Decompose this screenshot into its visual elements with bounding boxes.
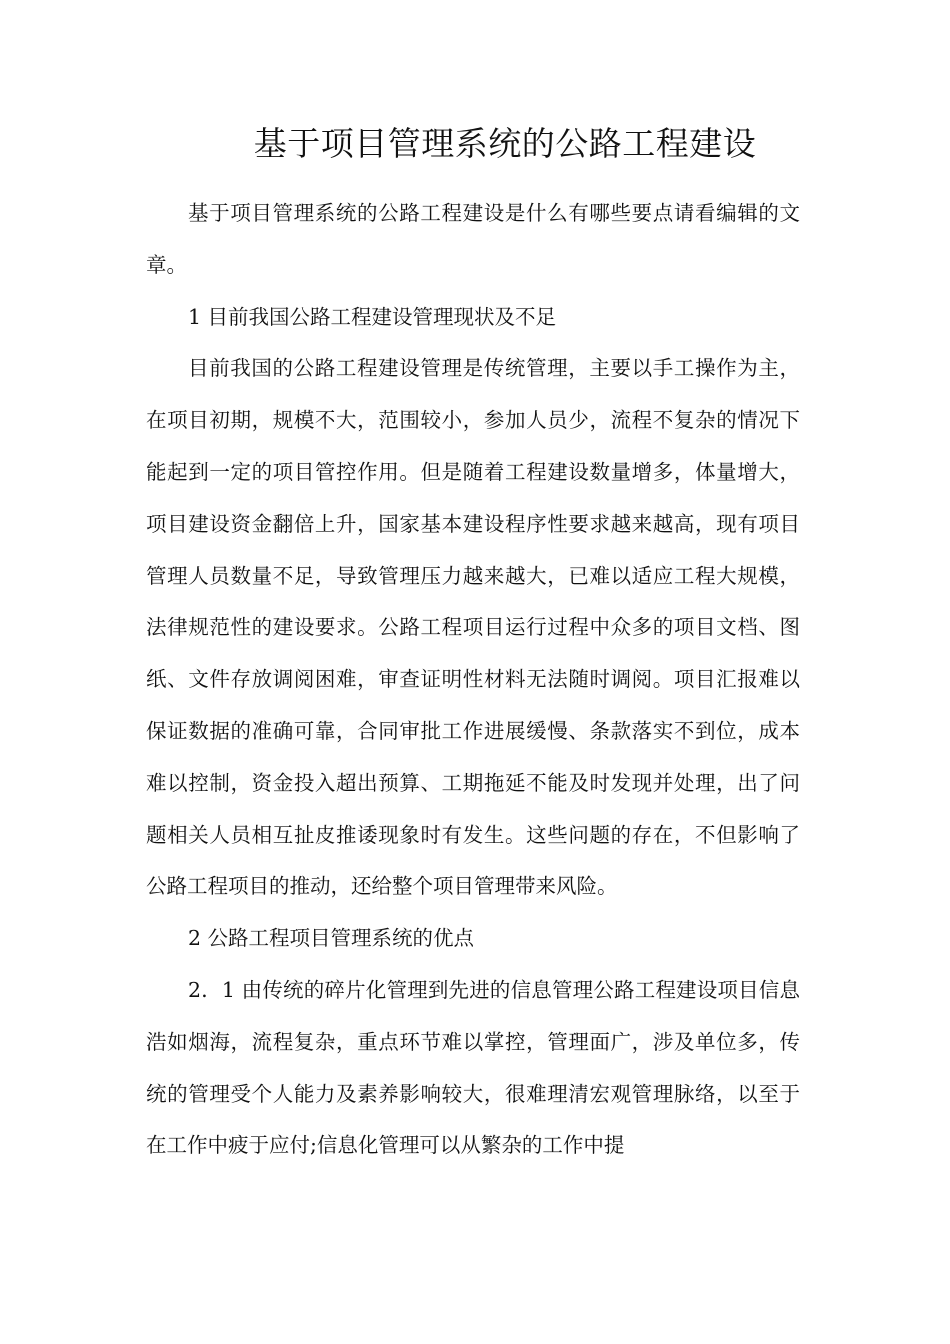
document-title: 基于项目管理系统的公路工程建设 xyxy=(253,124,757,163)
document-body xyxy=(146,188,800,1172)
section-1-paragraph: 目前我国的公路工程建设管理是传统管理，主要以手工操作为主，在项目初期，规模不大，范围较小，参加人员少，流程不复杂的情况下能起到一定的项目管控作用。但是随着工程建设数量增多，体量增大，项目建设资金翻倍上升，国家基本建设程序性要求越来越高，现有项目管理人员数量不足，导致管理压力越来越大，已难以适应工程大规模，法律规范性的建设要求。公路工程项目运行过程中众多的项目文档、图纸、文件存放调阅困难，审查证明性材料无法随时调阅。项目汇报难以保证数据的准确可靠，合同审批工作进展缓慢、条款落实不到位，成本难以控制，资金投入超出预算、工期拖延不能及时发现并处理，出了问题相关人员相互扯皮推诿现象时有发生。这些问题的存在，不但影响了公路工程项目的推动，还给整个项目管理带来风险。 xyxy=(146,356,800,899)
section-2-1-paragraph: 2．1 由传统的碎片化管理到先进的信息管理公路工程建设项目信息浩如烟海，流程复杂，重点环节难以掌控，管理面广，涉及单位多，传统的管理受个人能力及素养影响较大，很难理清宏观管理脉络，以至于在工作中疲于应付;信息化管理可以从繁杂的工作中提 xyxy=(146,977,800,1158)
intro-paragraph: 基于项目管理系统的公路工程建设是什么有哪些要点请看编辑的文章。 xyxy=(146,201,800,277)
section-1-heading: 1 目前我国公路工程建设管理现状及不足 xyxy=(188,304,557,329)
section-2-heading: 2 公路工程项目管理系统的优点 xyxy=(188,926,475,951)
